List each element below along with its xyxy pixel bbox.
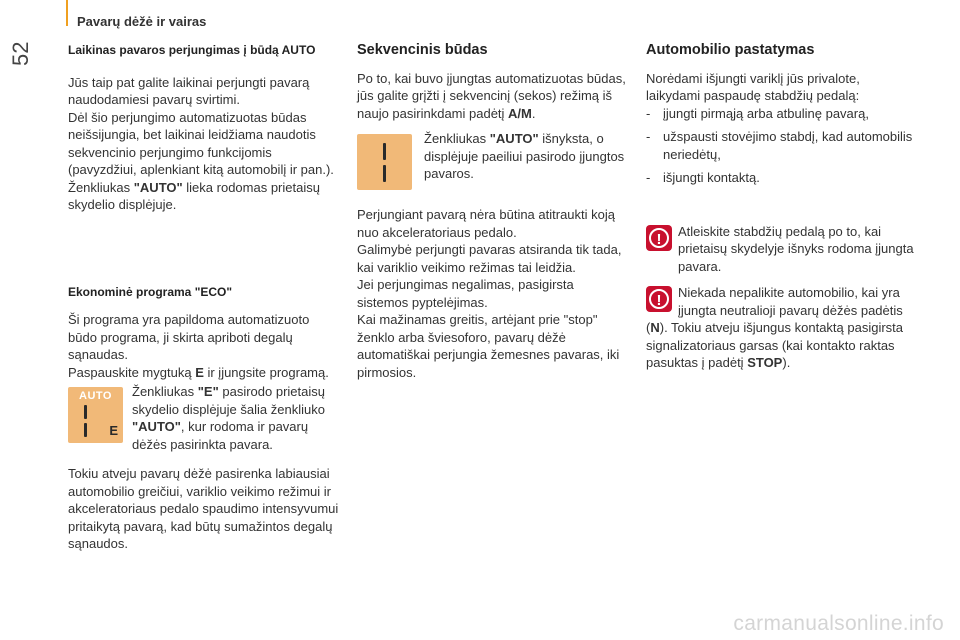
watermark: carmanualsonline.info	[733, 612, 944, 635]
auto-label: AUTO	[79, 390, 112, 402]
e-label: E	[109, 422, 118, 438]
text: Ženkliukas	[132, 384, 198, 399]
paragraph: Perjungiant pavarą nėra būtina atitraukti koją nuo akceleratoriaus pedalo.	[357, 207, 615, 240]
bold-text: E	[195, 364, 204, 380]
text: Niekada nepalikite automobilio, kai yra įjungta neutralioji pavarų dėžės padėtis (	[646, 285, 903, 335]
column-middle	[357, 42, 627, 381]
warning-note	[646, 284, 916, 372]
bold-text: "E"	[197, 384, 219, 399]
column-left	[68, 42, 340, 553]
sequential-icon-row	[357, 130, 627, 190]
paragraph: Galimybė perjungti pavaras atsiranda tik tada, kai variklio veikimo režimas tai leidžia.	[357, 242, 622, 275]
page-number: 52	[8, 41, 33, 66]
text: Ženkliukas	[424, 131, 490, 146]
text: išnyksta, o displėjuje paeiliui pasirodo įjungtos pavaros.	[424, 131, 625, 181]
heading-eco-program: Ekonominė programa "ECO"	[68, 284, 233, 299]
paragraph: Jei perjungimas negalimas, pasigirsta sistemos pyptelėjimas.	[357, 277, 574, 310]
eco-icon-caption	[132, 383, 340, 453]
gear-bar-icon	[84, 405, 87, 419]
text: .	[531, 105, 536, 121]
heading-sequential-mode: Sekvencinis būdas	[357, 42, 488, 58]
text: Po to, kai buvo įjungtas automatizuotas būdas, jūs galite grįžti į sekvencinį (sekos) režimą iš naujo pasirinkdami padėtį	[357, 70, 626, 121]
exclamation-icon: !	[649, 289, 669, 309]
text: lieka rodomas prietaisų skydelio displėjuje.	[68, 179, 320, 212]
text: Paspauskite mygtuką	[68, 364, 196, 380]
warning-text	[646, 284, 916, 372]
paragraph	[357, 70, 627, 123]
text: ).	[782, 355, 791, 370]
text: ir įjungsite programą.	[203, 364, 329, 380]
warning-icon	[646, 286, 672, 312]
header-accent-bar	[66, 0, 68, 26]
heading-temporary-shift: Laikinas pavaros perjungimas į būdą AUTO	[68, 43, 316, 57]
warning-note	[646, 223, 916, 276]
list-item	[646, 105, 916, 123]
list-item	[646, 128, 916, 163]
text: Ženkliukas	[68, 179, 134, 195]
warning-text: Atleiskite stabdžių pedalą po to, kai prietaisų skydelyje išnyks rodoma įjungta pavara.	[678, 223, 914, 274]
gear-bar-icon	[383, 165, 386, 182]
text: , kur rodoma ir pavarų dėžės pasirinkta pavara.	[132, 419, 309, 452]
bold-text: "AUTO"	[132, 419, 181, 434]
list-item-text: užspausti stovėjimo stabdį, kad automobilis neriedėtų,	[663, 129, 913, 162]
paragraph	[68, 364, 340, 382]
paragraph	[68, 179, 340, 214]
text: pasirodo prietaisų skydelio displėjuje šalia ženkliuko	[132, 384, 325, 417]
warning-icon	[646, 225, 672, 251]
bold-text: "AUTO"	[489, 131, 539, 146]
paragraph: Kai mažinamas greitis, artėjant prie "stop" ženklo arba šviesoforo, pavarų dėžė automatiškai perjungia žemesnes pavaras, iki pirmosios.	[357, 312, 620, 380]
text: ). Tokiu atveju išjungus kontaktą pasigirsta signalizatoriaus garsas (kai kontakto raktas pasuktas į padėtį	[646, 320, 904, 370]
gear-bar-icon	[84, 423, 87, 437]
column-right	[646, 42, 916, 372]
bold-text: A/M	[508, 105, 532, 121]
auto-e-indicator-icon	[68, 387, 123, 443]
bullet-dash: -	[646, 105, 651, 121]
bullet-dash: -	[646, 129, 651, 144]
paragraph: Dėl šio perjungimo automatizuotas būdas neišsijungia, bet laikinai leidžiama naudotis sekvencinio perjungimo funkcijomis (pavyzdžiui, aplenkiant kitą automobilį ir pan.).	[68, 109, 334, 177]
bold-text: "AUTO"	[133, 179, 183, 195]
list-item-text: išjungti kontaktą.	[663, 170, 760, 185]
gear-bar-icon	[383, 143, 386, 160]
bold-text: N	[650, 320, 660, 335]
eco-icon-row	[68, 383, 340, 453]
bullet-dash: -	[646, 170, 651, 185]
paragraph: Ši programa yra papildoma automatizuoto būdo programa, ji skirta apriboti degalų sąnaudas.	[68, 312, 310, 362]
heading-parking: Automobilio pastatymas	[646, 42, 815, 58]
exclamation-icon: !	[649, 228, 669, 248]
paragraph: Jūs taip pat galite laikinai perjungti pavarą naudodamiesi pavarų svirtimi.	[68, 74, 310, 107]
section-header: Pavarų dėžė ir vairas	[77, 14, 207, 29]
bold-text: STOP	[747, 355, 783, 370]
paragraph: Norėdami išjungti variklį jūs privalote, laikydami paspaudę stabdžių pedalą:	[646, 70, 860, 103]
sequential-icon-caption	[424, 130, 627, 183]
list-item-text: įjungti pirmąją arba atbulinę pavarą,	[663, 105, 869, 121]
gear-indicator-icon	[357, 134, 412, 190]
list-item	[646, 169, 916, 187]
paragraph: Tokiu atveju pavarų dėžė pasirenka labiausiai automobilio greičiui, variklio veikimo režimui ir akceleratoriaus pedalo spaudimo intensyvumui pritaikytą pavarą, kad būtų sumažintos degalų sąnaudos.	[68, 466, 339, 551]
